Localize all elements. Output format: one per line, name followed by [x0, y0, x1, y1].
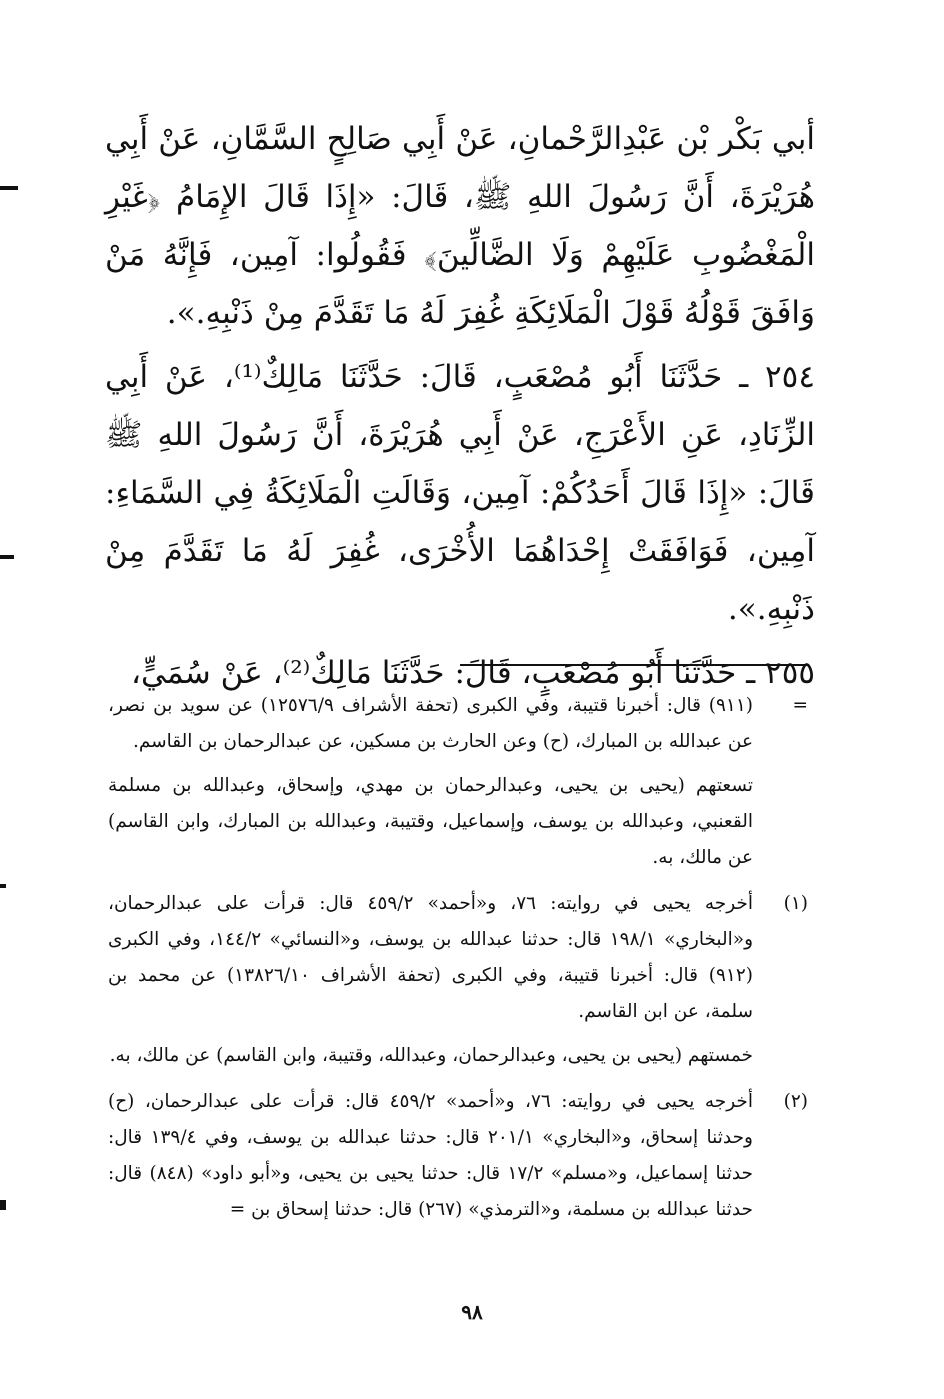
footnote-block [108, 768, 808, 876]
footnote-1 [108, 886, 808, 1074]
main-paragraph: أبي بَكْر بْن عَبْدِالرَّحْمانِ، عَنْ أَبِي صَالِحٍ السَّمَّانِ، عَنْ أَبِي هُرَيْرَةَ، أَنَّ رَسُولَ اللهِ ﷺ، قَالَ: «إِذَا قَالَ الإِمَامُ ﴿غَيْرِ الْمَغْضُوبِ عَلَيْهِمْ وَلَا الضَّالِّينَ﴾ فَقُولُوا: آمِين، فَإِنَّهُ مَنْ وَافَقَ قَوْلُهُ قَوْلَ الْمَلَائِكَةِ غُفِرَ لَهُ مَا تَقَدَّمَ مِنْ ذَنْبِهِ.». [105, 121, 815, 331]
footnote-block [108, 688, 808, 760]
page-number: ٩٨ [461, 1300, 483, 1324]
main-text [105, 110, 815, 702]
footnote-continuation [108, 688, 808, 876]
edge-mark [0, 186, 18, 190]
footnote-text: أخرجه يحيى في روايته: ٧٦، و«أحمد» ٤٥٩/٢ قال: قرأت على عبدالرحمان، (ح) وحدثنا إسحاق، و«البخاري» ٢٠١/١ قال: حدثنا عبدالله بن يوسف، وفي ١٣٩/٤ قال: حدثنا إسماعيل، و«مسلم» ١٧/٢ قال: حدثنا يحيى بن يحيى، و«أبو داود» (٨٤٨) قال: حدثنا عبدالله بن مسلمة، و«الترمذي» (٢٦٧) قال: حدثنا إسحاق بن = [108, 1091, 753, 1220]
edge-mark [0, 1200, 6, 1210]
footnote-marker: (٢) [783, 1091, 808, 1112]
hadith-254: ٢٥٤ ـ حَدَّثَنَا أَبُو مُصْعَبٍ، قَالَ: حَدَّثَنَا مَالِكٌ⁽¹⁾، عَنْ أَبِي الزِّنَادِ، عَنِ الأَعْرَجِ، عَنْ أَبِي هُرَيْرَةَ، أَنَّ رَسُولَ اللهِ ﷺ قَالَ: «إِذَا قَالَ أَحَدُكُمْ: آمِين، وَقَالَتِ الْمَلَائِكَةُ فِي السَّمَاءِ: آمِين، فَوَافَقَتْ إِحْدَاهُمَا الأُخْرَى، غُفِرَ لَهُ مَا تَقَدَّمَ مِنْ ذَنْبِهِ.». [105, 359, 815, 627]
footnote-separator [460, 664, 806, 666]
footnote-marker: = [792, 695, 808, 716]
footnote-block [108, 886, 808, 1030]
hadith-255: ٢٥٥ ـ حَدَّثَنَا أَبُو مُصْعَبٍ، قَالَ: حَدَّثَنَا مَالِكٌ⁽²⁾، عَنْ سُمَيٍّ، [131, 655, 815, 691]
footnote-marker: (١) [783, 893, 808, 914]
footnote-block [108, 1038, 808, 1074]
edge-mark [0, 555, 14, 559]
footnote-text: خمستهم (يحيى بن يحيى، وعبدالرحمان، وعبدالله، وقتيبة، وابن القاسم) عن مالك، به. [109, 1045, 753, 1066]
footnote-2 [108, 1084, 808, 1228]
footnote-block [108, 1084, 808, 1228]
footnote-text: أخرجه يحيى في روايته: ٧٦، و«أحمد» ٤٥٩/٢ قال: قرأت على عبدالرحمان، و«البخاري» ١٩٨/١ قال: حدثنا عبدالله بن يوسف، و«النسائي» ١٤٤/٢، وفي الكبرى (٩١٢) قال: أخبرنا قتيبة، وفي الكبرى (تحفة الأشراف ١٣٨٢٦/١٠) عن محمد بن سلمة، عن ابن القاسم. [108, 893, 754, 1022]
footnote-text: تسعتهم (يحيى بن يحيى، وعبدالرحمان بن مهدي، وإسحاق، وعبدالله بن مسلمة القعنبي، وعبدالله بن يوسف، وإسماعيل، وقتيبة، وعبدالله بن المبارك، وابن القاسم) عن مالك، به. [108, 775, 753, 868]
footnotes [108, 688, 808, 1228]
footnote-text: (٩١١) قال: أخبرنا قتيبة، وفي الكبرى (تحفة الأشراف ١٢٥٧٦/٩) عن سويد بن نصر، عن عبدالله بن المبارك، (ح) وعن الحارث بن مسكين، عن عبدالرحمان بن القاسم. [108, 695, 754, 752]
edge-mark [0, 884, 6, 888]
